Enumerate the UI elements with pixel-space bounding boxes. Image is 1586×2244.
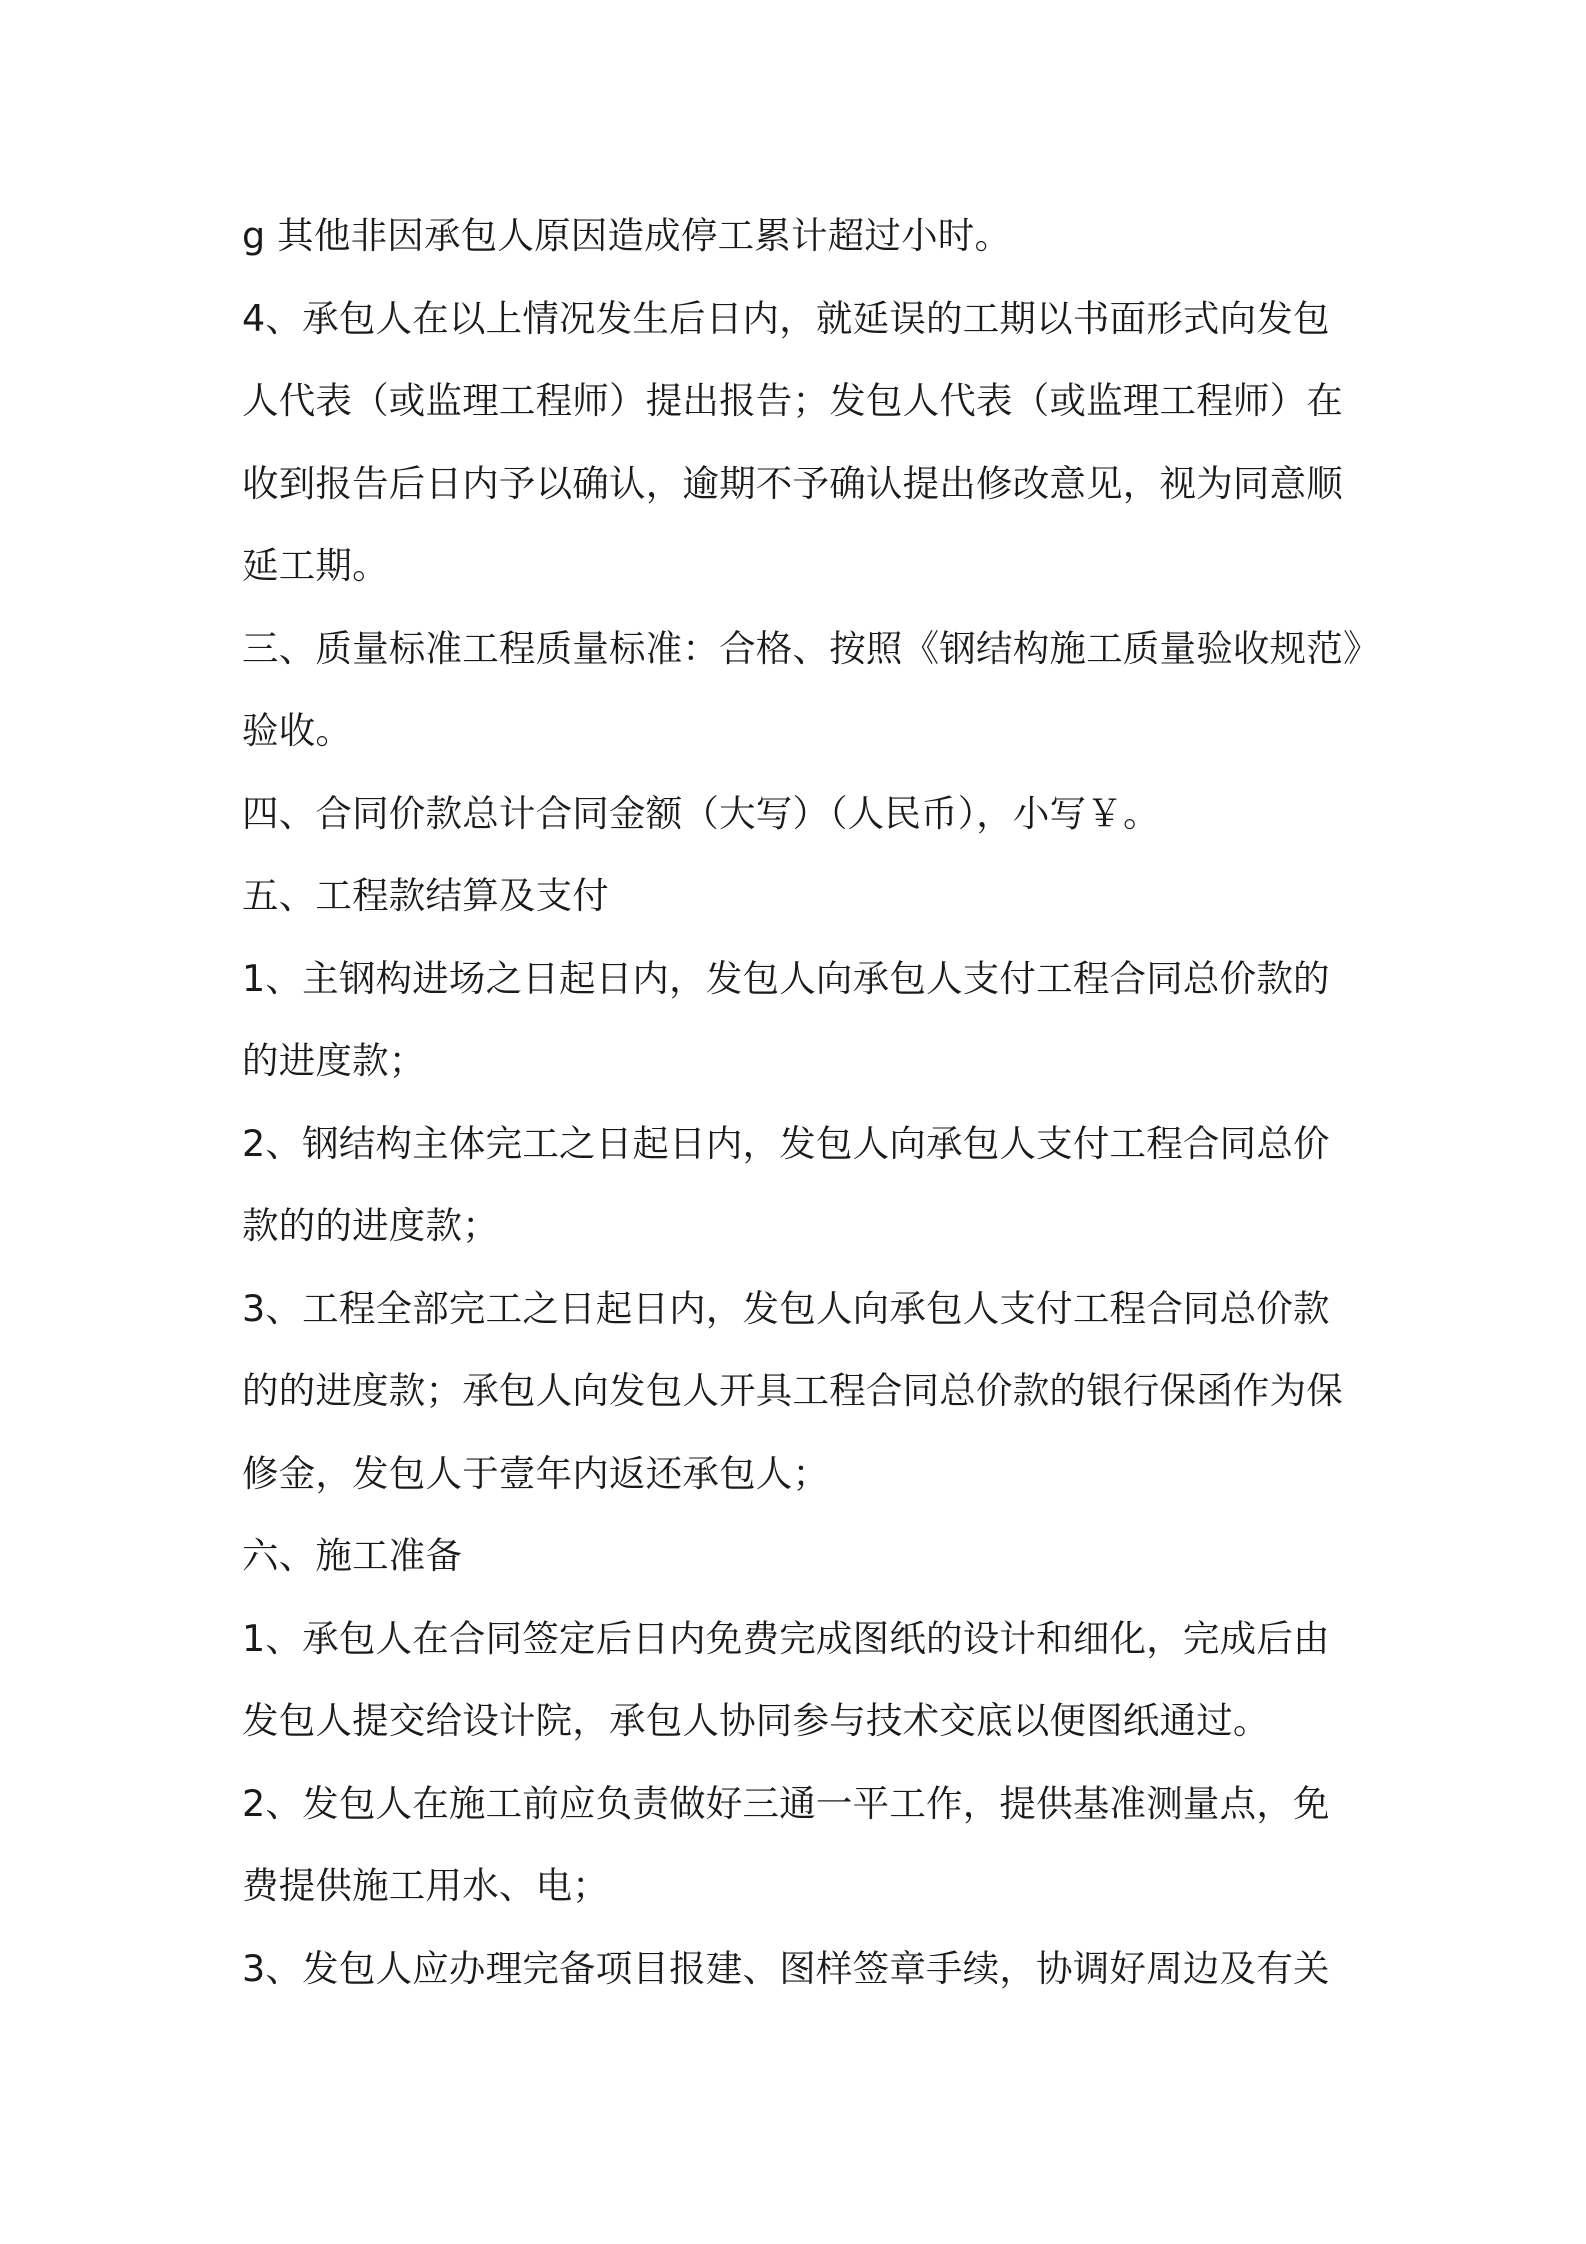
text-line: 收到报告后日内予以确认，逾期不予确认提出修改意见，视为同意顺 (242, 461, 1343, 505)
text-line: 人代表（或监理工程师）提出报告；发包人代表（或监理工程师）在 (242, 379, 1343, 422)
section-heading-payment: 五、工程款结算及支付 (242, 874, 609, 917)
text-line-item-g: g 其他非因承包人原因造成停工累计超过小时。 (242, 214, 1012, 257)
text-line: 验收。 (242, 709, 353, 752)
text-line-clause-3: 3、工程全部完工之日起日内，发包人向承包人支付工程合同总价款 (242, 1286, 1330, 1330)
text-line-clause-2: 2、钢结构主体完工之日起日内，发包人向承包人支付工程合同总价 (242, 1121, 1330, 1165)
text-line: 的的进度款；承包人向发包人开具工程合同总价款的银行保函作为保 (242, 1369, 1343, 1412)
section-heading-quality: 三、质量标准工程质量标准：合格、按照《钢结构施工质量验收规范》 (242, 626, 1380, 670)
section-heading-price: 四、合同价款总计合同金额（大写）（人民币），小写￥。 (242, 791, 1160, 835)
text-line-clause-4: 4、承包人在以上情况发生后日内，就延误的工期以书面形式向发包 (242, 296, 1330, 340)
text-line-clause-1: 1、承包人在合同签定后日内免费完成图纸的设计和细化，完成后由 (242, 1616, 1330, 1660)
text-line: 款的的进度款； (242, 1204, 499, 1247)
text-line-clause-1: 1、主钢构进场之日起日内，发包人向承包人支付工程合同总价款的 (242, 956, 1330, 1000)
document-body (242, 195, 1380, 2010)
section-heading-preparation: 六、施工准备 (242, 1534, 463, 1577)
text-line: 发包人提交给设计院，承包人协同参与技术交底以便图纸通过。 (242, 1699, 1270, 1742)
text-line: 修金，发包人于壹年内返还承包人； (242, 1451, 830, 1495)
text-line-clause-3: 3、发包人应办理完备项目报建、图样签章手续，协调好周边及有关 (242, 1946, 1330, 1990)
text-line-clause-2: 2、发包人在施工前应负责做好三通一平工作，提供基准测量点，免 (242, 1781, 1330, 1825)
text-line: 的进度款； (242, 1039, 426, 1082)
text-line: 延工期。 (242, 544, 389, 587)
text-line: 费提供施工用水、电； (242, 1864, 609, 1907)
